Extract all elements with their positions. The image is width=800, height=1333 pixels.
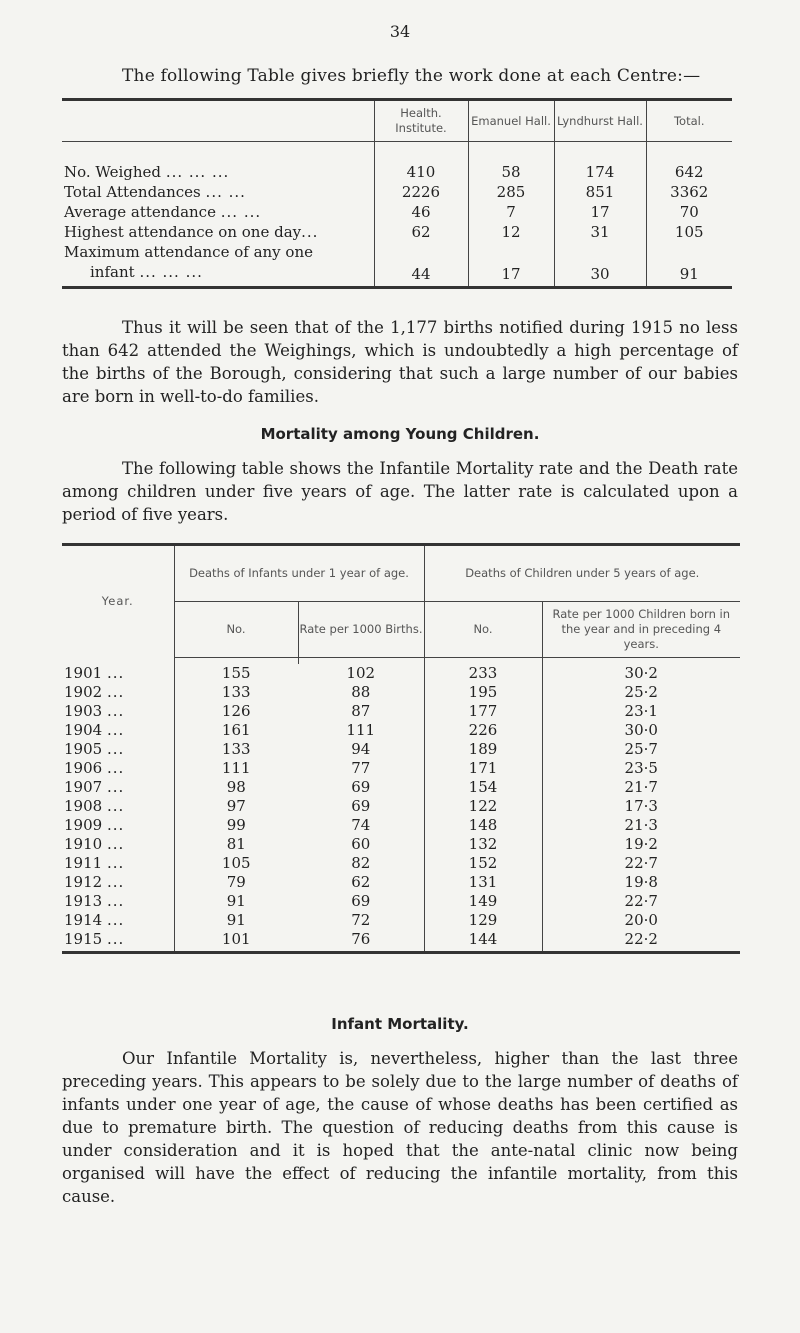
leader-dots: ...	[106, 873, 125, 891]
year-label: 1911	[64, 854, 103, 872]
cell: 105	[646, 222, 732, 242]
cell: 25·2	[542, 683, 740, 702]
cell: 81	[174, 835, 298, 854]
cell: 44	[374, 262, 468, 288]
leader-dots: ...	[106, 930, 125, 948]
year-label: 1904	[64, 721, 103, 739]
leader-dots: ...	[106, 759, 125, 777]
intro-text: The following Table gives briefly the work done at each Centre:—	[122, 66, 701, 86]
row-label: Highest attendance on one day	[64, 223, 302, 241]
cell: 111	[174, 759, 298, 778]
table-header: Total.	[646, 101, 732, 142]
cell: 154	[424, 778, 542, 797]
table-row	[62, 778, 740, 797]
leader-dots: ...	[106, 664, 125, 682]
table-row	[62, 222, 732, 242]
cell: 21·7	[542, 778, 740, 797]
year-label: 1910	[64, 835, 103, 853]
year-label: 1903	[64, 702, 103, 720]
cell: 70	[646, 202, 732, 222]
table-row	[62, 262, 732, 288]
paragraph-infant-mortality: Our Infantile Mortality is, nevertheless, higher than the last three preceding years. This appears to be solely due to the large number of deaths of infants under one year of age, the cause of whose deaths has been certified as due to premature birth. The question of reducing deaths from this cause is under consideration and it is hoped that the ante-natal clinic now being organised will have the effect of reducing the infantile mortality, from this cause.	[62, 1049, 738, 1206]
leader-dots: ... ...	[220, 203, 262, 221]
cell: 851	[554, 182, 646, 202]
leader-dots: ... ... ...	[139, 263, 203, 281]
table-row	[62, 873, 740, 892]
cell: 122	[424, 797, 542, 816]
mortality-table	[62, 543, 740, 954]
year-label: 1915	[64, 930, 103, 948]
cell: 101	[174, 930, 298, 953]
heading-mortality-young-children: Mortality among Young Children.	[260, 425, 540, 443]
sub-header-rate: Rate per 1000 Children born in the year and in preceding 4 years.	[542, 602, 740, 658]
table-row	[62, 683, 740, 702]
table-row	[62, 202, 732, 222]
cell: 22·2	[542, 930, 740, 953]
cell: 98	[174, 778, 298, 797]
cell: 129	[424, 911, 542, 930]
cell: 111	[346, 721, 376, 739]
cell: 94	[351, 740, 371, 758]
cell: 69	[351, 892, 371, 910]
cell: 226	[424, 721, 542, 740]
cell: 72	[351, 911, 371, 929]
year-label: 1912	[64, 873, 103, 891]
table-row	[62, 892, 740, 911]
table-row	[62, 162, 732, 182]
table-row	[62, 930, 740, 953]
cell: 132	[424, 835, 542, 854]
cell: 12	[468, 222, 554, 242]
cell: 7	[468, 202, 554, 222]
table-row	[62, 797, 740, 816]
leader-dots: ...	[301, 223, 319, 241]
sub-header-no: No.	[174, 602, 298, 658]
cell: 62	[374, 222, 468, 242]
cell: 62	[351, 873, 371, 891]
table-row	[62, 816, 740, 835]
cell	[646, 242, 732, 262]
cell: 17	[468, 262, 554, 288]
cell: 177	[424, 702, 542, 721]
cell: 17·3	[542, 797, 740, 816]
cell: 69	[351, 778, 371, 796]
cell: 17	[554, 202, 646, 222]
cell	[554, 242, 646, 262]
cell: 189	[424, 740, 542, 759]
cell: 88	[351, 683, 371, 701]
mortality-table-body	[62, 658, 740, 953]
cell: 195	[424, 683, 542, 702]
cell: 155	[174, 664, 298, 683]
cell: 174	[554, 162, 646, 182]
cell: 97	[174, 797, 298, 816]
table-header: Lyndhurst Hall.	[554, 101, 646, 142]
cell: 99	[174, 816, 298, 835]
cell: 171	[424, 759, 542, 778]
cell: 133	[174, 683, 298, 702]
table-row	[62, 721, 740, 740]
leader-dots: ...	[106, 835, 125, 853]
cell: 91	[646, 262, 732, 288]
table-row	[62, 740, 740, 759]
cell: 87	[351, 702, 371, 720]
paragraph-births: Thus it will be seen that of the 1,177 births notified during 1915 no less than 642 attended the Weighings, which is undoubtedly a high percentage of the births of the Borough, considering that such a large number of our babies are born in well-to-do families.	[62, 318, 738, 406]
cell: 3362	[646, 182, 732, 202]
year-label: 1909	[64, 816, 103, 834]
leader-dots: ...	[106, 797, 125, 815]
leader-dots: ...	[106, 854, 125, 872]
cell: 58	[468, 162, 554, 182]
cell: 149	[424, 892, 542, 911]
cell	[468, 242, 554, 262]
cell: 76	[298, 930, 424, 953]
cell: 131	[424, 873, 542, 892]
cell: 19·2	[542, 835, 740, 854]
cell: 30	[554, 262, 646, 288]
cell	[374, 242, 468, 262]
cell: 642	[646, 162, 732, 182]
table-header: Emanuel Hall.	[468, 101, 554, 142]
year-label: 1902	[64, 683, 103, 701]
table-row	[62, 911, 740, 930]
cell: 148	[424, 816, 542, 835]
cell: 22·7	[542, 854, 740, 873]
cell: 74	[351, 816, 371, 834]
year-label: 1907	[64, 778, 103, 796]
centres-table	[62, 98, 732, 289]
leader-dots: ... ... ...	[165, 163, 230, 181]
table-row	[62, 664, 740, 683]
group-header-children: Deaths of Children under 5 years of age.	[424, 545, 740, 602]
leader-dots: ...	[106, 702, 125, 720]
table-header-blank	[62, 101, 374, 142]
row-label: Total Attendances	[64, 183, 201, 201]
cell: 285	[468, 182, 554, 202]
cell: 69	[351, 797, 371, 815]
cell: 31	[554, 222, 646, 242]
cell: 30·2	[542, 664, 740, 683]
paragraph-mortality-intro: The following table shows the Infantile Mortality rate and the Death rate among children under five years of age. The latter rate is calculated upon a period of five years.	[62, 459, 738, 524]
cell: 19·8	[542, 873, 740, 892]
leader-dots: ... ...	[205, 183, 246, 201]
year-label: 1908	[64, 797, 103, 815]
year-label: 1901	[64, 664, 103, 682]
cell: 2226	[374, 182, 468, 202]
cell: 161	[174, 721, 298, 740]
row-label: Average attendance	[64, 203, 216, 221]
row-label: No. Weighed	[64, 163, 162, 181]
cell: 126	[174, 702, 298, 721]
leader-dots: ...	[106, 740, 125, 758]
leader-dots: ...	[106, 816, 125, 834]
cell: 82	[351, 854, 371, 872]
table-row	[62, 242, 732, 262]
year-label: 1905	[64, 740, 103, 758]
cell: 91	[174, 892, 298, 911]
sub-header-no: No.	[424, 602, 542, 658]
cell: 91	[174, 911, 298, 930]
leader-dots: ...	[106, 892, 125, 910]
cell: 46	[374, 202, 468, 222]
table-row	[62, 835, 740, 854]
leader-dots: ...	[106, 778, 125, 796]
row-label: Maximum attendance of any one	[64, 243, 313, 261]
cell: 23·1	[542, 702, 740, 721]
table-row	[62, 854, 740, 873]
leader-dots: ...	[106, 683, 125, 701]
cell: 233	[424, 664, 542, 683]
cell: 25·7	[542, 740, 740, 759]
cell: 23·5	[542, 759, 740, 778]
cell: 133	[174, 740, 298, 759]
cell: 60	[351, 835, 371, 853]
cell: 410	[374, 162, 468, 182]
table-header: Health. Institute.	[374, 101, 468, 142]
cell: 21·3	[542, 816, 740, 835]
leader-dots: ...	[106, 721, 125, 739]
cell: 152	[424, 854, 542, 873]
year-label: 1913	[64, 892, 103, 910]
leader-dots: ...	[106, 911, 125, 929]
year-header: Year.	[62, 545, 174, 658]
group-header-infants: Deaths of Infants under 1 year of age.	[174, 545, 424, 602]
cell: 30·0	[542, 721, 740, 740]
cell: 77	[351, 759, 371, 777]
table-row	[62, 759, 740, 778]
cell: 79	[174, 873, 298, 892]
table-row	[62, 182, 732, 202]
cell: 102	[346, 664, 376, 682]
cell: 144	[424, 930, 542, 953]
sub-header-rate: Rate per 1000 Births.	[298, 602, 424, 658]
page-number: 34	[389, 22, 411, 41]
cell: 105	[174, 854, 298, 873]
table-row	[62, 702, 740, 721]
heading-infant-mortality: Infant Mortality.	[331, 1015, 469, 1033]
year-label: 1906	[64, 759, 103, 777]
cell: 20·0	[542, 911, 740, 930]
row-label: infant	[90, 263, 135, 281]
cell: 22·7	[542, 892, 740, 911]
year-label: 1914	[64, 911, 103, 929]
